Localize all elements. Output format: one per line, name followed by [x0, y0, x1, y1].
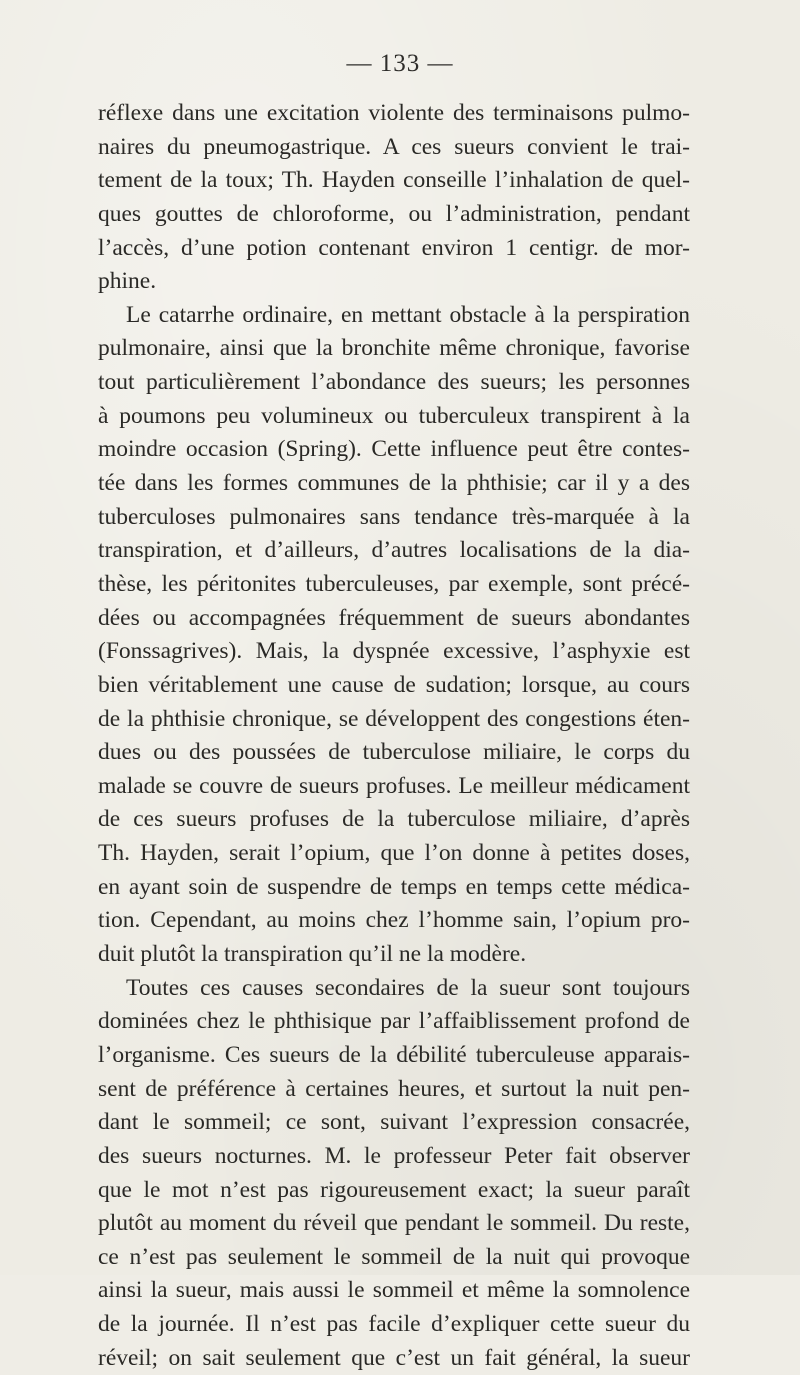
text-line: phine. [98, 268, 157, 295]
text-line: tée dans les formes communes de la phthisie; car il y a des [98, 470, 690, 497]
text-line: des sueurs nocturnes. M. le professeur Peter fait observer [98, 1142, 690, 1169]
body-text [98, 97, 690, 1375]
text-line: sent de préférence à certaines heures, et surtout la nuit pen- [98, 1075, 690, 1102]
text-line: de la phthisie chronique, se développent des congestions éten- [98, 705, 690, 732]
text-line: tion. Cependant, au moins chez l’homme sain, l’opium pro- [98, 907, 690, 934]
text-line: ainsi la sueur, mais aussi le sommeil et même la somnolence [98, 1277, 690, 1304]
text-line: dant le sommeil; ce sont, suivant l’expression consacrée, [98, 1109, 690, 1136]
text-line: réveil; on sait seulement que c’est un fait général, la sueur [98, 1344, 690, 1371]
text-line: duit plutôt la transpiration qu’il ne la modère. [98, 941, 527, 968]
text-line: thèse, les péritonites tuberculeuses, par exemple, sont précé- [98, 570, 690, 597]
page-number: — 133 — [346, 50, 454, 77]
text-line: naires du pneumogastrique. A ces sueurs convient le trai- [98, 133, 690, 160]
text-line: Toutes ces causes secondaires de la sueur sont toujours [126, 974, 690, 1001]
text-line: Le catarrhe ordinaire, en mettant obstacle à la perspiration [126, 301, 690, 328]
text-line: plutôt au moment du réveil que pendant le sommeil. Du reste, [98, 1210, 690, 1237]
text-line: de ces sueurs profuses de la tuberculose miliaire, d’après [98, 806, 690, 833]
text-line: moindre occasion (Spring). Cette influence peut être contes- [98, 436, 690, 463]
text-line: pulmonaire, ainsi que la bronchite même chronique, favorise [98, 335, 690, 362]
paragraph [98, 972, 690, 1375]
paragraph [98, 299, 690, 972]
text-line: tement de la toux; Th. Hayden conseille l’inhalation de quel- [98, 167, 690, 194]
text-line: (Fonssagrives). Mais, la dyspnée excessive, l’asphyxie est [98, 638, 690, 665]
text-line: ques gouttes de chloroforme, ou l’administration, pendant [98, 200, 690, 227]
text-line: de la journée. Il n’est pas facile d’expliquer cette sueur du [98, 1311, 690, 1338]
text-line: ce n’est pas seulement le sommeil de la nuit qui provoque [98, 1243, 690, 1270]
text-line: l’organisme. Ces sueurs de la débilité tuberculeuse apparais- [98, 1041, 690, 1068]
text-line: dominées chez le phthisique par l’affaiblissement profond de [98, 1008, 690, 1035]
text-line: tuberculoses pulmonaires sans tendance très-marquée à la [98, 503, 690, 530]
text-line: réflexe dans une excitation violente des terminaisons pulmo- [98, 100, 690, 126]
text-line: l’accès, d’une potion contenant environ 1 centigr. de mor- [98, 234, 690, 261]
text-line: à poumons peu volumineux ou tuberculeux transpirent à la [98, 402, 690, 429]
text-line: Th. Hayden, serait l’opium, que l’on donne à petites doses, [98, 840, 690, 867]
text-line: dées ou accompagnées fréquemment de sueurs abondantes [98, 604, 690, 631]
text-line: en ayant soin de suspendre de temps en temps cette médica- [98, 873, 690, 900]
text-line: malade se couvre de sueurs profuses. Le meilleur médicament [98, 772, 690, 799]
text-line: bien véritablement une cause de sudation; lorsque, au cours [98, 671, 690, 698]
text-line: que le mot n’est pas rigoureusement exact; la sueur paraît [98, 1176, 690, 1203]
text-line: transpiration, et d’ailleurs, d’autres localisations de la dia- [98, 537, 690, 564]
text-line: tout particulièrement l’abondance des sueurs; les personnes [98, 369, 690, 396]
text-line: dues ou des poussées de tuberculose miliaire, le corps du [98, 739, 690, 766]
paragraph [98, 97, 690, 299]
